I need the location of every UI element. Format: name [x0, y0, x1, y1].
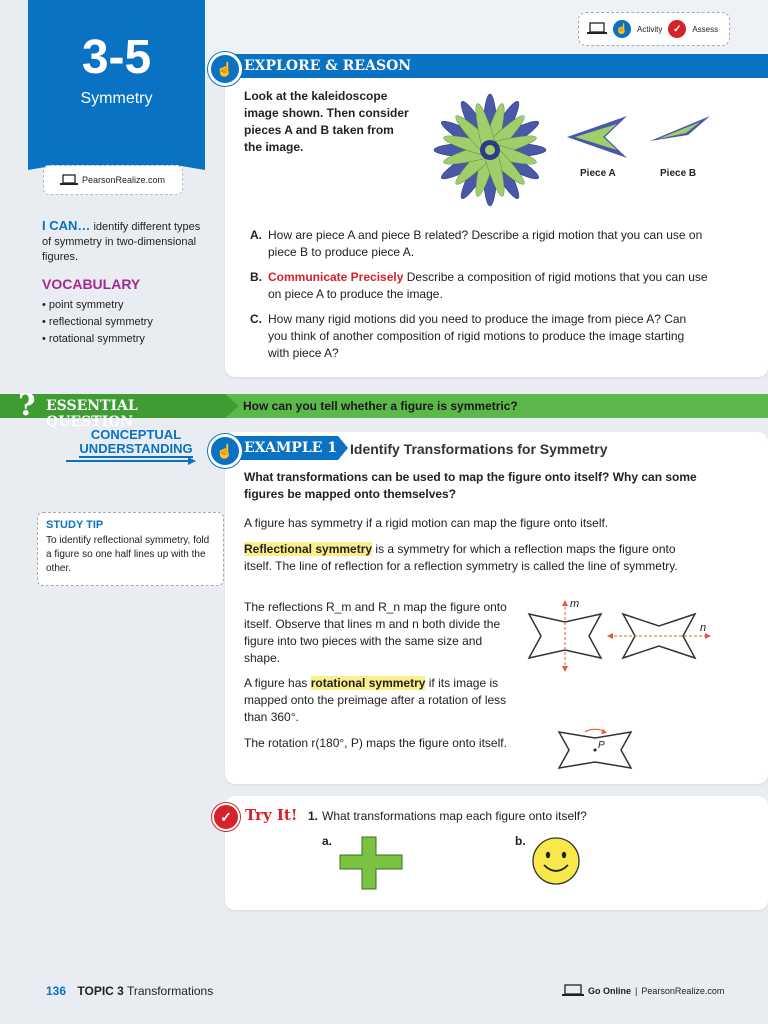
question-mark-icon: ?	[18, 388, 36, 423]
communicate-precisely-tag: Communicate Precisely	[268, 270, 404, 284]
explore-bar	[218, 54, 768, 78]
footer-topic-name: Transformations	[126, 984, 214, 998]
page-number: 136	[46, 984, 67, 998]
lesson-title: Symmetry	[80, 90, 153, 107]
concept-line2: UNDERSTANDING	[79, 441, 193, 456]
assess-label: Assess	[692, 24, 719, 34]
example-p5: The rotation r(180°, P) maps the figure onto itself.	[244, 736, 507, 750]
footer-site: PearsonRealize.com	[641, 986, 725, 996]
vocab-item: • reflectional symmetry	[42, 316, 153, 328]
question-b-text: Describe a composition of rigid motions that you can use on piece A to produce the image.	[268, 270, 708, 301]
vocab-item: • point symmetry	[42, 299, 124, 311]
checkmark-icon: ✓	[212, 803, 240, 831]
example-p4-a: A figure has	[244, 676, 308, 690]
vocabulary-list	[42, 297, 153, 348]
example-p2-text: is a symmetry for which a reflection maps the figure onto itself. The line of reflection for a reflection symmetry is called the line of symmetry.	[244, 542, 678, 573]
vocab-item: • rotational symmetry	[42, 333, 145, 345]
example-p2	[244, 541, 704, 575]
top-icons	[578, 12, 730, 46]
i-can-label: I CAN…	[42, 218, 91, 233]
essential-question-text: How can you tell whether a figure is symmetric?	[243, 399, 518, 413]
label-n: n	[700, 622, 707, 634]
study-tip-text: To identify reflectional symmetry, fold a figure so one half lines up with the other.	[46, 535, 210, 574]
piece-b-label: Piece B	[660, 168, 697, 179]
kaleidoscope-image	[425, 85, 555, 215]
piece-a-label: Piece A	[580, 168, 616, 179]
go-online-link[interactable]	[562, 984, 724, 998]
i-can-block	[42, 218, 212, 265]
figure-with-line-m	[529, 614, 601, 658]
activity-label: Activity	[637, 24, 663, 34]
conceptual-understanding	[66, 428, 206, 458]
try-it-question: What transformations map each figure onto itself?	[322, 809, 587, 823]
question-b	[268, 269, 718, 303]
laptop-icon	[60, 174, 78, 186]
example-label: EXAMPLE 1	[244, 440, 338, 456]
concept-line1: CONCEPTUAL	[90, 427, 182, 442]
study-tip-title: STUDY TIP	[46, 519, 104, 531]
assess-icon[interactable]: ✓	[668, 20, 686, 38]
example-p3: The reflections R_m and R_n map the figure onto itself. Observe that lines m and n both divide the figure into two pieces with the same size and shape.	[244, 600, 507, 665]
question-b-letter: B.	[250, 270, 262, 284]
question-c: How many rigid motions did you need to produce the image from piece A? Can you think of another composition of rigid motions to produce the image starting with piece A?	[268, 312, 687, 360]
pearson-realize-link[interactable]	[43, 165, 183, 195]
concept-arrow	[66, 456, 196, 466]
piece-b-shape	[648, 113, 713, 145]
pearson-realize-text: PearsonRealize.com	[82, 175, 166, 185]
try-it-a-label: a.	[322, 834, 333, 848]
activity-icon[interactable]: ☝	[613, 20, 631, 38]
example-p4-b: if its image is mapped onto the preimage after a rotation of less than 360°.	[244, 676, 507, 724]
try-it-b-label: b.	[515, 834, 526, 848]
footer-separator: |	[635, 986, 638, 996]
label-p: P	[598, 740, 605, 751]
reflectional-symmetry-term: Reflectional symmetry	[244, 542, 373, 556]
footer-topic: TOPIC 3	[77, 984, 124, 998]
reflection-figures	[525, 598, 725, 674]
lesson-number: 3-5	[81, 31, 152, 84]
study-tip-box	[37, 512, 224, 586]
example-question: What transformations can be used to map the figure onto itself? Why can some figures be mapped onto themselves?	[244, 470, 697, 501]
example-title: Identify Transformations for Symmetry	[350, 441, 608, 457]
example-p1: A figure has symmetry if a rigid motion can map the figure onto itself.	[244, 516, 609, 530]
explore-title: EXPLORE & REASON	[244, 58, 412, 74]
question-a-letter: A.	[250, 228, 262, 242]
green-cross-figure	[338, 835, 404, 891]
pointer-hand-icon: ☝	[208, 434, 242, 468]
laptop-icon[interactable]	[587, 22, 607, 36]
laptop-icon	[562, 984, 584, 998]
i-can-text: identify different types of symmetry in two-dimensional figures.	[42, 221, 201, 263]
smiley-face-figure	[530, 835, 582, 887]
pointer-hand-icon: ☝	[208, 52, 242, 86]
essential-question-label: ESSENTIAL QUESTION	[46, 398, 138, 430]
go-online-text: Go Online	[588, 986, 632, 996]
piece-a-shape	[565, 112, 630, 162]
rotational-symmetry-term: rotational symmetry	[310, 676, 426, 690]
try-it-label: Try It!	[245, 806, 298, 824]
eq-arrow	[225, 394, 239, 418]
question-a: How are piece A and piece B related? Describe a rigid motion that you can use on piece B to produce piece A.	[268, 228, 703, 259]
try-it-number: 1.	[308, 809, 319, 823]
explore-intro: Look at the kaleidoscope image shown. Then consider pieces A and B taken from the image.	[244, 89, 409, 154]
label-m: m	[570, 598, 580, 610]
question-c-letter: C.	[250, 312, 262, 326]
footer	[46, 984, 213, 998]
vocabulary-title: VOCABULARY	[42, 276, 141, 292]
rotation-figure	[555, 722, 635, 776]
example-arrow	[338, 436, 348, 460]
example-p4	[244, 675, 514, 726]
